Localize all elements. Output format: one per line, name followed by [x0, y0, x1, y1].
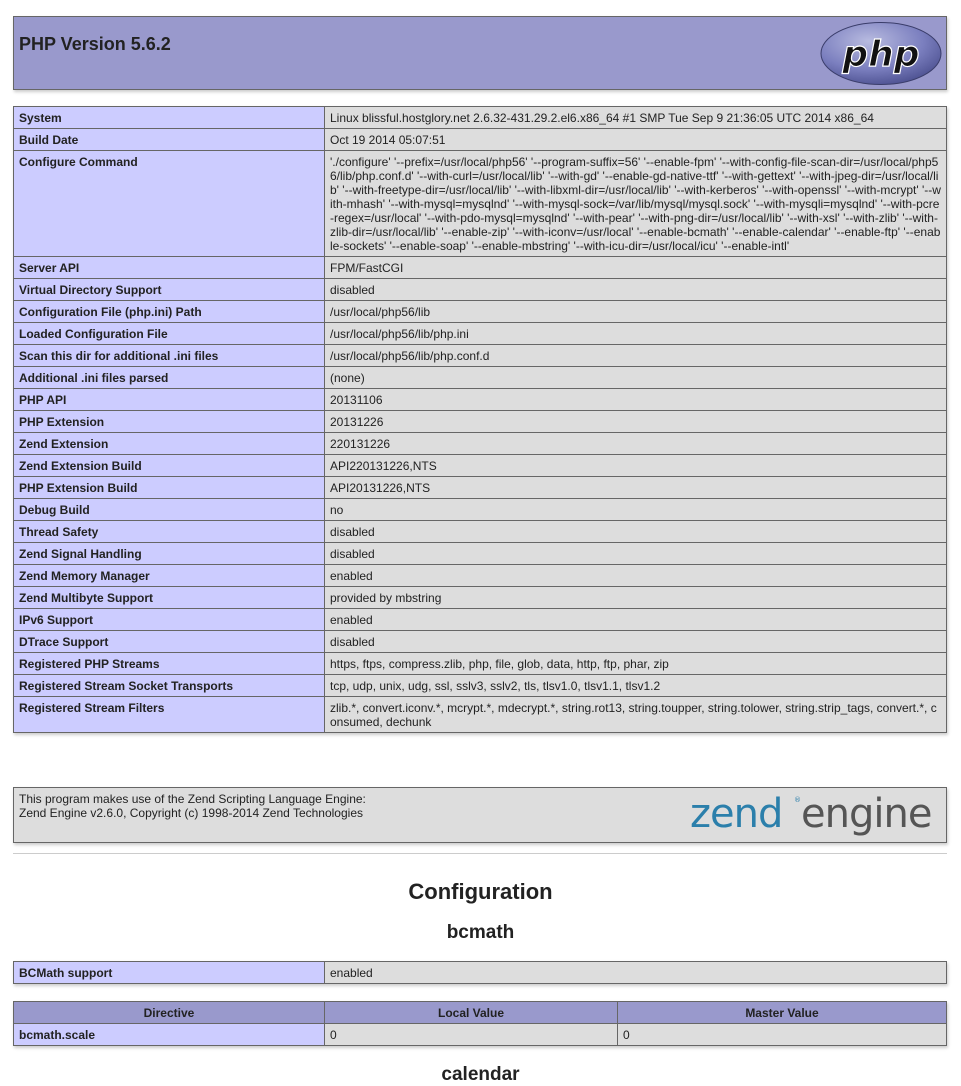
info-key: Thread Safety — [14, 521, 325, 543]
info-value: /usr/local/php56/lib/php.conf.d — [325, 345, 947, 367]
info-key: Configuration File (php.ini) Path — [14, 301, 325, 323]
table-row — [14, 257, 947, 279]
info-key: Configure Command — [14, 151, 325, 257]
info-key: PHP Extension — [14, 411, 325, 433]
info-key: Additional .ini files parsed — [14, 367, 325, 389]
info-value: zlib.*, convert.iconv.*, mcrypt.*, mdecrypt.*, string.rot13, string.toupper, string.tolower, string.strip_tags, convert.*, consumed, dechunk — [325, 697, 947, 733]
table-row — [14, 543, 947, 565]
info-key: Registered PHP Streams — [14, 653, 325, 675]
table-row — [14, 1024, 947, 1046]
calendar-heading: calendar — [441, 1064, 520, 1085]
configuration-heading: Configuration — [408, 879, 553, 904]
zend-engine-box — [13, 787, 947, 843]
info-value: /usr/local/php56/lib — [325, 301, 947, 323]
info-key: PHP Extension Build — [14, 477, 325, 499]
info-key: DTrace Support — [14, 631, 325, 653]
info-value: /usr/local/php56/lib/php.ini — [325, 323, 947, 345]
info-value: 20131106 — [325, 389, 947, 411]
info-value: 20131226 — [325, 411, 947, 433]
info-key: Registered Stream Filters — [14, 697, 325, 733]
section-divider — [13, 853, 947, 854]
info-value: './configure' '--prefix=/usr/local/php56' '--program-suffix=56' '--enable-fpm' '--with-config-file-scan-dir=/usr/local/php56/lib/php.conf.d' '--with-curl=/usr/local/lib' '--with-gd' '--enable-gd-native-ttf' '--with-gettext' '--with-jpeg-dir=/usr/local/lib' '--with-freetype-dir=/usr/local/lib' '--with-libxml-dir=/usr/local/lib' '--with-kerberos' '--with-openssl' '--with-mcrypt' '--with-mhash' '--with-mysql=mysqlnd' '--with-mysql-sock=/var/lib/mysql/mysql.sock' '--with-mysqli=mysqlnd' '--with-pcre-regex=/usr/local' '--with-pdo-mysql=mysqlnd' '--with-pear' '--with-png-dir=/usr/local/lib' '--with-xsl' '--with-zlib' '--with-zlib-dir=/usr/local/lib' '--enable-zip' '--with-iconv=/usr/local' '--enable-bcmath' '--enable-calendar' '--enable-ftp' '--enable-sockets' '--enable-soap' '--enable-mbstring' '--with-icu-dir=/usr/local/icu' '--enable-intl' — [325, 151, 947, 257]
table-row — [14, 107, 947, 129]
table-row — [14, 587, 947, 609]
php-logo-text: php — [842, 34, 920, 75]
bcmath-support-table — [13, 961, 947, 984]
table-row — [14, 499, 947, 521]
info-key: Zend Extension Build — [14, 455, 325, 477]
table-row — [14, 151, 947, 257]
registered-mark: ® — [794, 796, 801, 804]
bcmath-directive-table — [13, 1001, 947, 1046]
info-value: FPM/FastCGI — [325, 257, 947, 279]
table-row — [14, 129, 947, 151]
table-row — [14, 389, 947, 411]
bcmath-support-value: enabled — [325, 962, 947, 984]
php-header — [13, 16, 947, 90]
table-row — [14, 631, 947, 653]
table-row — [14, 477, 947, 499]
info-key: Virtual Directory Support — [14, 279, 325, 301]
info-value: tcp, udp, unix, udg, ssl, sslv3, sslv2, tls, tlsv1.0, tlsv1.1, tlsv1.2 — [325, 675, 947, 697]
bcmath-heading: bcmath — [446, 922, 515, 943]
engine-logo-word: engine — [801, 791, 932, 837]
table-row — [14, 609, 947, 631]
info-key: Zend Signal Handling — [14, 543, 325, 565]
info-value: provided by mbstring — [325, 587, 947, 609]
bcmath-support-key: BCMath support — [14, 962, 325, 984]
info-key: Zend Multibyte Support — [14, 587, 325, 609]
table-row — [14, 279, 947, 301]
info-key: PHP API — [14, 389, 325, 411]
col-master-value: Master Value — [618, 1002, 947, 1024]
table-row — [14, 653, 947, 675]
table-row — [14, 565, 947, 587]
page-title: PHP Version 5.6.2 — [19, 34, 171, 54]
local-value: 0 — [325, 1024, 618, 1046]
info-value: disabled — [325, 279, 947, 301]
info-value: Oct 19 2014 05:07:51 — [325, 129, 947, 151]
table-row — [14, 521, 947, 543]
info-value: enabled — [325, 565, 947, 587]
zend-notice — [19, 792, 366, 820]
table-row — [14, 433, 947, 455]
info-value: API20131226,NTS — [325, 477, 947, 499]
info-value: API220131226,NTS — [325, 455, 947, 477]
directive-name: bcmath.scale — [14, 1024, 325, 1046]
info-key: Server API — [14, 257, 325, 279]
table-row — [14, 455, 947, 477]
info-key: Debug Build — [14, 499, 325, 521]
system-info-table — [13, 106, 947, 733]
info-key: IPv6 Support — [14, 609, 325, 631]
master-value: 0 — [618, 1024, 947, 1046]
table-row — [14, 345, 947, 367]
info-value: enabled — [325, 609, 947, 631]
table-row — [14, 675, 947, 697]
table-row — [14, 697, 947, 733]
info-value: (none) — [325, 367, 947, 389]
zend-engine-logo-icon[interactable] — [690, 791, 942, 839]
table-row — [14, 301, 947, 323]
col-local-value: Local Value — [325, 1002, 618, 1024]
info-key: Zend Extension — [14, 433, 325, 455]
info-key: Scan this dir for additional .ini files — [14, 345, 325, 367]
php-logo-icon[interactable] — [820, 22, 942, 85]
table-header-row — [14, 1002, 947, 1024]
info-value: 220131226 — [325, 433, 947, 455]
table-row — [14, 962, 947, 984]
col-directive: Directive — [14, 1002, 325, 1024]
info-value: disabled — [325, 543, 947, 565]
zend-logo-word: zend — [690, 791, 783, 837]
info-value: disabled — [325, 521, 947, 543]
info-key: Loaded Configuration File — [14, 323, 325, 345]
info-key: System — [14, 107, 325, 129]
zend-notice-line1: This program makes use of the Zend Scripting Language Engine: — [19, 792, 366, 806]
table-row — [14, 411, 947, 433]
info-value: https, ftps, compress.zlib, php, file, glob, data, http, ftp, phar, zip — [325, 653, 947, 675]
info-value: Linux blissful.hostglory.net 2.6.32-431.29.2.el6.x86_64 #1 SMP Tue Sep 9 21:36:05 UTC 2014 x86_64 — [325, 107, 947, 129]
info-key: Registered Stream Socket Transports — [14, 675, 325, 697]
table-row — [14, 323, 947, 345]
info-key: Zend Memory Manager — [14, 565, 325, 587]
info-key: Build Date — [14, 129, 325, 151]
info-value: no — [325, 499, 947, 521]
table-row — [14, 367, 947, 389]
zend-notice-line2: Zend Engine v2.6.0, Copyright (c) 1998-2014 Zend Technologies — [19, 806, 363, 820]
info-value: disabled — [325, 631, 947, 653]
